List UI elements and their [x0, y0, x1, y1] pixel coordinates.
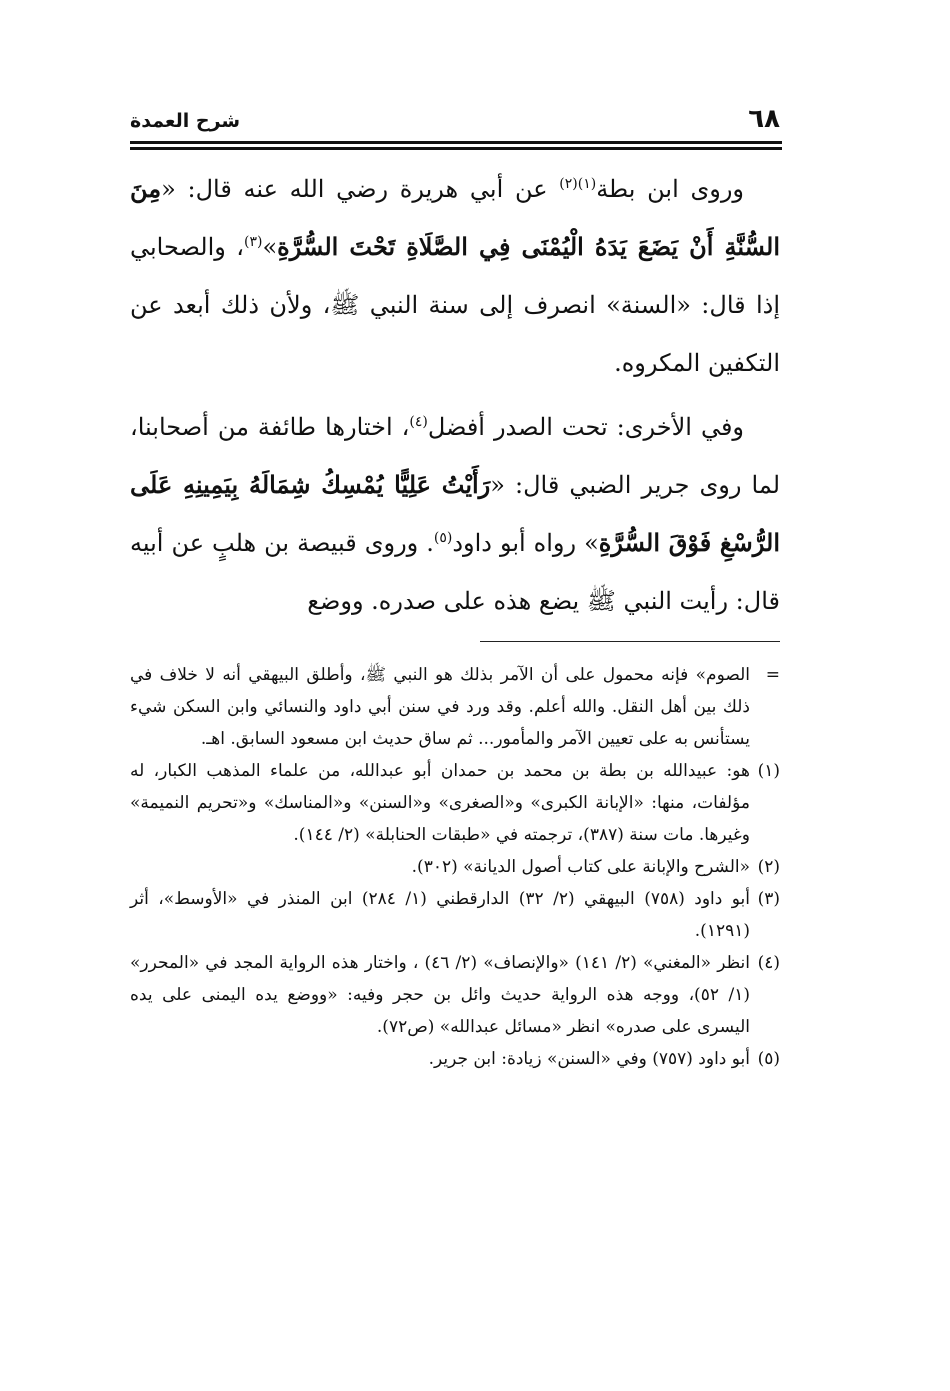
- footnote-mark: (٥): [757, 1049, 780, 1069]
- footnote-mark: (١): [757, 761, 780, 781]
- footnote-separator: [480, 641, 780, 642]
- footnote-text: «الشرح والإبانة على كتاب أصول الديانة» (٣٠٢).: [411, 857, 750, 877]
- header-rule-thick: [130, 141, 782, 144]
- hadith-quote: رَأَيْتُ عَلِيًّا يُمْسِكُ شِمَالَهُ بِيَمِينِهِ عَلَى الرُّسْغِ فَوْقَ السُّرَّةِ: [130, 470, 781, 557]
- footnote-text: أبو داود (٧٥٨) البيهقي (٢/ ٣٢) الدارقطني (١/ ٢٨٤) ابن المنذر في «الأوسط»، أثر (١٢٩١).: [130, 889, 750, 941]
- text-run: . وروى قبيصة بن هلبٍ عن أبيه قال: رأيت النبي ﷺ يضع هذه على صدره. ووضع: [130, 529, 780, 615]
- footnote-text: هو: عبيدالله بن بطة بن محمد بن حمدان أبو عبدالله، من علماء المذهب الكبار، له مؤلفات، منها: «الإبانة الكبرى» و«الصغرى» و«السنن» و«المناسك» و«تحريم النميمة» وغيرها. مات سنة (٣٨٧)، ترجمته في «طبقات الحنابلة» (٢/ ١٤٤).: [130, 761, 750, 845]
- footnote-1: [130, 755, 780, 851]
- text-run: وفي الأخرى: تحت الصدر أفضل: [427, 413, 745, 441]
- footnote-text: أبو داود (٧٥٧) وفي «السنن» زيادة: ابن جرير.: [428, 1049, 750, 1069]
- footnote-ref: (٤): [409, 414, 428, 430]
- footnote-mark: =: [765, 665, 780, 685]
- paragraph-2: [130, 398, 780, 630]
- footnote-continuation: [130, 659, 780, 755]
- footnote-2: [130, 851, 780, 883]
- main-text: [130, 160, 780, 636]
- header-rule-thin: [130, 147, 782, 150]
- footnote-text: الصوم» فإنه محمول على أن الآمر بذلك هو النبي ﷺ، وأطلق البيهقي أنه لا خلاف في ذلك بين أهل النقل. والله أعلم. وقد ورد في سنن أبي داود والنسائي وابن السكن شيء يستأنس به على تعيين الآمر والمأمور... ثم ساق حديث ابن مسعود السابق. اهـ.: [130, 665, 750, 749]
- footnote-mark: (٣): [757, 889, 780, 909]
- text-run: عن أبي هريرة رضي الله عنه قال: «: [161, 175, 560, 203]
- text-run: ، اختارها طائفة من أصحابنا، لما روى جرير الضبي قال: «: [130, 413, 781, 499]
- text-run: ، والصحابي إذا قال: «السنة» انصرف إلى سنة النبي ﷺ، ولأن ذلك أبعد عن التكفين المكروه.: [130, 233, 780, 377]
- paragraph-1: [130, 160, 780, 392]
- footnote-mark: (٤): [757, 953, 780, 973]
- footnote-4: [130, 947, 780, 1043]
- footnote-mark: (٢): [757, 857, 780, 877]
- footnote-5: [130, 1043, 780, 1075]
- page-number: ٦٨: [748, 104, 780, 134]
- running-title: شرح العمدة: [130, 110, 241, 132]
- footnotes: [130, 659, 780, 1075]
- page-header: [130, 104, 780, 144]
- text-run: »: [262, 233, 278, 261]
- footnote-3: [130, 883, 780, 947]
- text-run: وروى ابن بطة: [596, 175, 744, 203]
- footnote-ref: (٣): [243, 234, 263, 250]
- text-run: » رواه أبو داود: [452, 529, 599, 557]
- footnote-ref: (٥): [433, 530, 453, 546]
- hadith-quote: مِنَ السُّنَّةِ أَنْ يَضَعَ يَدَهُ الْيُمْنَى فِي الصَّلَاةِ تَحْتَ السُّرَّةِ: [130, 174, 780, 261]
- footnote-ref: (١)(٢): [559, 176, 597, 192]
- footnote-text: انظر «المغني» (٢/ ١٤١) «والإنصاف» (٢/ ٤٦) ، واختار هذه الرواية المجد في «المحرر» (١/ ٥٢)، ووجه هذه الرواية حديث وائل بن حجر وفيه: «ووضع يده اليمنى على يده اليسرى على صدره» انظر «مسائل عبدالله» (ص٧٢).: [130, 953, 750, 1037]
